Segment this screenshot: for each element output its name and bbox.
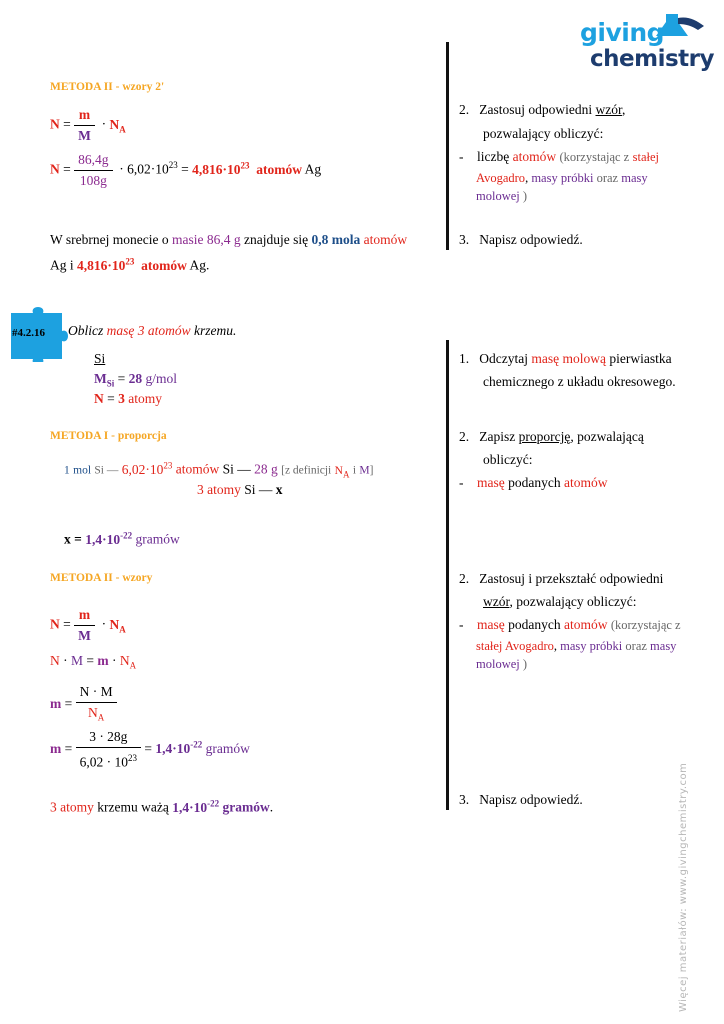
formula-m2-2: $N \cdot M = m \cdot N_A$: [50, 653, 137, 671]
formula-m2-3: m = $\frac{N \cdot M}{N_A}$: [50, 683, 117, 727]
proportion-row1: 1 mol Si — $6,02\cdot 10^{23}$ atomów Si — 28 g [z definicji $N_A$ i M]: [64, 460, 374, 479]
step3-task-bullet: - masę podanych atomów (korzystając z: [459, 617, 681, 632]
formula-top: N = $\frac{m}{M}$ · $N_A$: [50, 107, 126, 143]
fraction-m-M: $\frac{m}{M}$: [74, 106, 95, 145]
step3-task-bullet-line2: stałej Avogadro, masy próbki oraz masy: [476, 639, 677, 653]
formula-m2-4: m = $\frac{3 \cdot 28g}{6,02 \cdot 10^{23}}$ = $1,4\cdot 10^{-22}$ gramów: [50, 729, 250, 770]
given-molar-mass: $M_{Si} = 28$ g/mol: [94, 371, 178, 389]
logo-line2: chemistry: [590, 46, 714, 72]
step1-task-line2: chemicznego z układu okresowego.: [483, 374, 676, 389]
formula-m2-1: N = $\frac{m}{M}$ · $N_A$: [50, 607, 126, 643]
step2-task-line1: 2. Zapisz proporcję, pozwalającą: [459, 429, 644, 444]
step4-task: 3. Napisz odpowiedź.: [459, 792, 583, 807]
task-id: #4.2.16: [12, 327, 45, 339]
method1-result: $x = 1,4\cdot 10^{-22}$ gramów: [64, 530, 180, 547]
task-badge: [8, 307, 70, 362]
step2-top-bullet: - liczbę atomów (korzystając z stałej: [459, 149, 660, 164]
given-si: Si: [94, 351, 106, 366]
logo-line1: giving: [580, 18, 665, 47]
step3-top: 3. Napisz odpowiedź.: [459, 232, 583, 247]
proportion-row2: 3 atomy Si — x: [197, 482, 283, 497]
var-N: N: [50, 116, 60, 132]
watermark: Więcej materiałów: www.givingchemistry.com: [678, 762, 689, 1012]
step2-top-bullet-line3: molowej ): [476, 189, 528, 203]
step2-top-bullet-line2: Avogadro, masy próbki oraz masy: [476, 171, 648, 185]
answer-top-line1: W srebrnej monecie o masie 86,4 g znajduje się 0,8 mola atomów: [50, 232, 408, 247]
answer-task: 3 atomy krzemu ważą $1,4\cdot 10^{-22}$ gramów.: [50, 798, 274, 815]
divider-bottom: [446, 340, 449, 810]
method-label-1: METODA I - proporcja: [50, 430, 167, 442]
step1-task-line1: 1. Odczytaj masę molową pierwiastka: [459, 351, 672, 366]
step2-task-bullet: - masę podanych atomów: [459, 475, 608, 490]
step3-task-line2: wzór, pozwalający obliczyć:: [483, 594, 637, 609]
calculation-top: N = $\frac{86,4g}{108g}$ · $6,02\cdot 10^{23} = 4,816\cdot 10^{23}$ atomów Ag: [50, 152, 322, 188]
task-prompt: Oblicz masę 3 atomów krzemu.: [68, 323, 237, 338]
step3-task-bullet-line3: molowej ): [476, 657, 528, 671]
method-label-2: METODA II - wzory: [50, 572, 153, 584]
step2-top-line2: pozwalający obliczyć:: [483, 126, 604, 141]
step3-task-line1: 2. Zastosuj i przekształć odpowiedni: [459, 571, 664, 586]
method-label-top: METODA II - wzory 2': [50, 81, 165, 93]
given-N: N = 3 atomy: [94, 391, 162, 406]
flask-icon: [656, 10, 712, 40]
step2-task-line2: obliczyć:: [483, 452, 533, 467]
step2-top-line1: 2. Zastosuj odpowiedni wzór,: [459, 102, 626, 117]
fraction-calc: $\frac{86,4g}{108g}$: [74, 151, 112, 190]
answer-top-line2: Ag i $4,816\cdot 10^{23}$ atomów Ag.: [50, 256, 210, 273]
giving-chemistry-logo: [580, 14, 716, 74]
divider-top: [446, 42, 449, 250]
